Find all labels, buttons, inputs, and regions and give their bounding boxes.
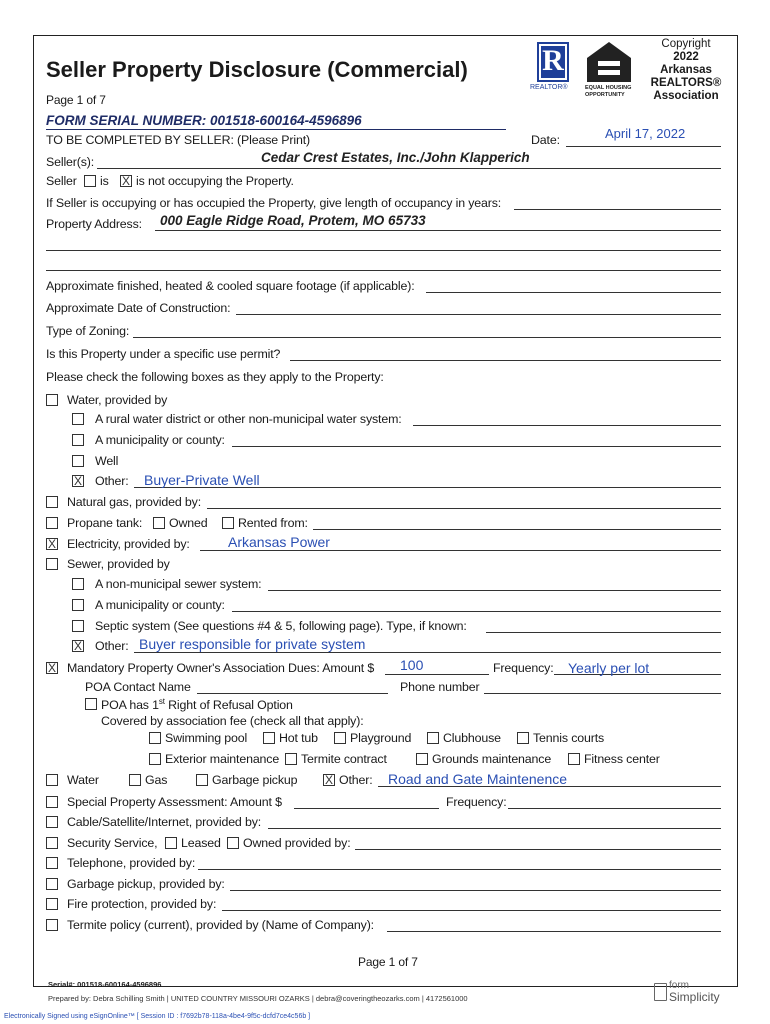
water-rural-checkbox[interactable] (72, 413, 84, 425)
sellers-field[interactable]: Cedar Crest Estates, Inc./John Klapperich (261, 150, 530, 165)
sqft-label: Approximate finished, heated & cooled square footage (if applicable): (46, 279, 415, 293)
esign-notice: Electronically Signed using eSignOnline™ [ Session ID : f7692b78-118a-4be4-9f5c-dcfd7ce4c56b ] (4, 1013, 311, 1020)
poa-water-checkbox[interactable] (46, 774, 58, 786)
permit-label: Is this Property under a specific use permit? (46, 347, 281, 361)
special-amount-field[interactable] (294, 808, 439, 809)
fire-checkbox[interactable] (46, 898, 58, 910)
poa-frequency-field[interactable]: Yearly per lot (568, 660, 650, 676)
sewer-septic-field[interactable] (486, 632, 721, 633)
seller-word: Seller (46, 174, 77, 188)
water-checkbox[interactable] (46, 394, 58, 406)
zoning-field[interactable] (133, 337, 721, 338)
copyright-block: Copyright 2022 Arkansas REALTORS® Association (650, 38, 722, 102)
poa-grounds-checkbox[interactable] (416, 753, 428, 765)
footer-prepared: Prepared by: Debra Schilling Smith | UNITED COUNTRY MISSOURI OZARKS | debra@coveringtheozarks.com | 4172561000 (48, 994, 468, 1003)
special-assessment-checkbox[interactable] (46, 796, 58, 808)
realtor-logo-text: REALTOR® (530, 84, 568, 91)
footer-page: Page 1 of 7 (358, 955, 418, 969)
sellers-label: Seller(s): (46, 155, 95, 169)
poa-amount-field[interactable]: 100 (400, 657, 424, 673)
to-be-completed-label: TO BE COMPLETED BY SELLER: (Please Print) (46, 133, 311, 147)
zoning-label: Type of Zoning: (46, 324, 130, 338)
sqft-field[interactable] (426, 292, 721, 293)
poa-tennis-checkbox[interactable] (517, 732, 529, 744)
sewer-non-municipal-field[interactable] (268, 590, 721, 591)
propane-rented-checkbox[interactable] (222, 517, 234, 529)
is-not-occupying-label: is not occupying the Property. (136, 174, 294, 188)
sewer-other-field[interactable]: Buyer responsible for private system (139, 636, 366, 652)
address-label: Property Address: (46, 217, 142, 231)
page-indicator: Page 1 of 7 (46, 93, 106, 107)
cable-checkbox[interactable] (46, 816, 58, 828)
propane-rented-field[interactable] (313, 529, 721, 530)
address-line-3[interactable] (46, 270, 721, 271)
occupancy-label: If Seller is occupying or has occupied the Property, give length of occupancy in years: (46, 196, 502, 210)
serial-number-heading: FORM SERIAL NUMBER: 001518-600164-4596896 (46, 113, 362, 128)
propane-checkbox[interactable] (46, 517, 58, 529)
security-owned-checkbox[interactable] (227, 837, 239, 849)
seller-is-occupying-checkbox[interactable] (84, 175, 96, 187)
sewer-non-municipal-checkbox[interactable] (72, 578, 84, 590)
telephone-field[interactable] (198, 869, 721, 870)
security-leased-checkbox[interactable] (165, 837, 177, 849)
water-label: Water, provided by (67, 393, 168, 407)
please-check-label: Please check the following boxes as they apply to the Property: (46, 370, 384, 384)
water-municipality-checkbox[interactable] (72, 434, 84, 446)
termite-checkbox[interactable] (46, 919, 58, 931)
poa-termite-checkbox[interactable] (285, 753, 297, 765)
serial-underline (46, 129, 506, 130)
security-checkbox[interactable] (46, 837, 58, 849)
realtor-logo: R REALTOR® (530, 44, 568, 91)
telephone-checkbox[interactable] (46, 857, 58, 869)
special-frequency-field[interactable] (508, 808, 721, 809)
poa-swimming-checkbox[interactable] (149, 732, 161, 744)
water-municipality-field[interactable] (232, 446, 721, 447)
termite-field[interactable] (387, 931, 721, 932)
poa-refusal-checkbox[interactable] (85, 698, 97, 710)
address-field[interactable]: 000 Eagle Ridge Road, Protem, MO 65733 (160, 213, 426, 228)
garbage-checkbox[interactable] (46, 878, 58, 890)
document-icon (654, 983, 667, 1001)
garbage-field[interactable] (230, 890, 721, 891)
sewer-municipality-field[interactable] (232, 611, 721, 612)
poa-other-field[interactable]: Road and Gate Maintenence (388, 771, 568, 787)
sewer-checkbox[interactable] (46, 558, 58, 570)
form-simplicity-logo: form Simplicity (654, 981, 724, 1007)
poa-gas-checkbox[interactable] (129, 774, 141, 786)
equal-housing-icon: EQUAL HOUSING OPPORTUNITY (585, 40, 637, 102)
security-field[interactable] (355, 849, 721, 850)
poa-garbage-checkbox[interactable] (196, 774, 208, 786)
fire-field[interactable] (222, 910, 721, 911)
water-well-checkbox[interactable] (72, 455, 84, 467)
poa-contact-field[interactable] (197, 693, 388, 694)
sewer-septic-checkbox[interactable] (72, 620, 84, 632)
footer-serial: Serial#: 001518-600164-4596896 (48, 980, 162, 989)
poa-fitness-checkbox[interactable] (568, 753, 580, 765)
propane-owned-checkbox[interactable] (153, 517, 165, 529)
poa-hot-tub-checkbox[interactable] (263, 732, 275, 744)
water-other-field[interactable]: Buyer-Private Well (144, 472, 260, 488)
poa-clubhouse-checkbox[interactable] (427, 732, 439, 744)
cable-field[interactable] (268, 828, 721, 829)
sewer-municipality-checkbox[interactable] (72, 599, 84, 611)
water-rural-field[interactable] (413, 425, 721, 426)
serial-number-value: 001518-600164-4596896 (210, 113, 362, 128)
date-field[interactable]: April 17, 2022 (605, 126, 686, 141)
date-construction-field[interactable] (236, 314, 721, 315)
occupancy-field[interactable] (514, 209, 721, 210)
poa-refusal-label: POA has 1st Right of Refusal Option (101, 697, 293, 713)
date-label: Date: (531, 133, 560, 147)
poa-phone-field[interactable] (484, 693, 721, 694)
permit-field[interactable] (290, 360, 721, 361)
page-title: Seller Property Disclosure (Commercial) (46, 57, 468, 82)
natural-gas-checkbox[interactable] (46, 496, 58, 508)
natural-gas-field[interactable] (207, 508, 721, 509)
poa-playground-checkbox[interactable] (334, 732, 346, 744)
address-line-2[interactable] (46, 250, 721, 251)
electricity-field[interactable]: Arkansas Power (228, 534, 330, 550)
date-construction-label: Approximate Date of Construction: (46, 301, 231, 315)
poa-exterior-checkbox[interactable] (149, 753, 161, 765)
